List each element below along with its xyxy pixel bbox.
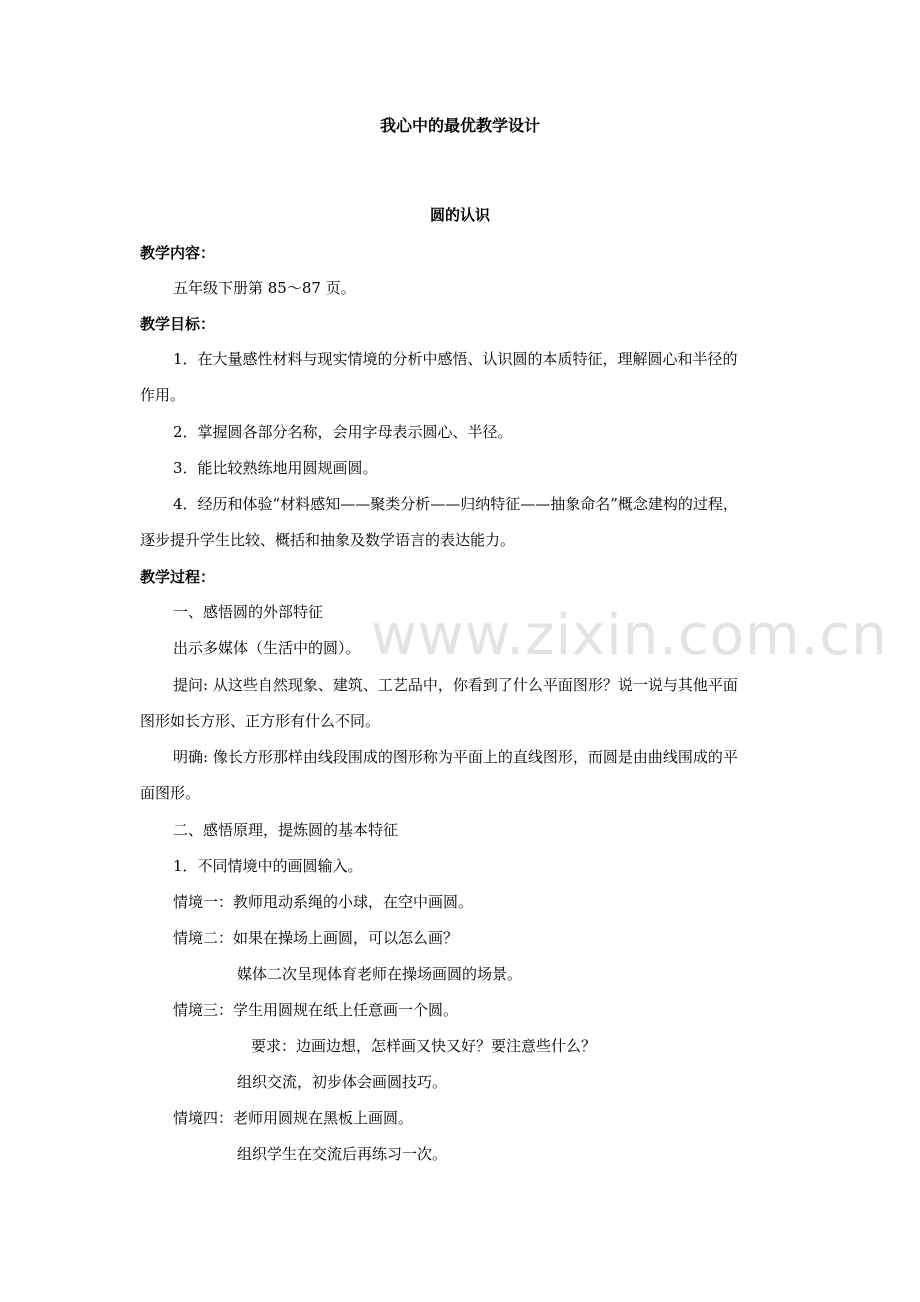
process-section-1: 一、感悟圆的外部特征 xyxy=(173,603,324,621)
process-scenario-3-exchange: 组织交流，初步体会画圆技巧。 xyxy=(237,1073,448,1091)
document-subtitle: 圆的认识 xyxy=(429,206,490,224)
process-clarify-line-2: 面图形。 xyxy=(140,784,201,802)
process-scenario-3: 情境三：学生用圆规在纸上任意画一个圆。 xyxy=(173,1001,459,1019)
heading-teaching-content: 教学内容： xyxy=(140,244,216,262)
process-scenario-1: 情境一：教师甩动系绳的小球，在空中画圆。 xyxy=(173,893,474,911)
objective-4-line-2: 逐步提升学生比较、概括和抽象及数学语言的表达能力。 xyxy=(140,531,516,549)
objective-4-line-1: 4．经历和体验“材料感知——聚类分析——归纳特征——抽象命名”概念建构的过程， xyxy=(173,495,738,513)
process-clarify-line-1: 明确: 像长方形那样由线段围成的图形称为平面上的直线图形，而圆是由曲线围成的平 xyxy=(173,748,738,766)
process-show-media: 出示多媒体（生活中的圆）。 xyxy=(173,639,361,657)
objective-1-line-1: 1．在大量感性材料与现实情境的分析中感悟、认识圆的本质特征，理解圆心和半径的 xyxy=(173,350,738,368)
process-question-line-1: 提问: 从这些自然现象、建筑、工艺品中，你看到了什么平面图形？说一说与其他平面 xyxy=(173,676,738,694)
document-title: 我心中的最优教学设计 xyxy=(379,116,540,135)
process-section-2: 二、感悟原理，提炼圆的基本特征 xyxy=(173,821,399,839)
objective-2: 2．掌握圆各部分名称，会用字母表示圆心、半径。 xyxy=(173,423,513,441)
process-scenario-4-practice: 组织学生在交流后再练习一次。 xyxy=(237,1145,448,1163)
content-text: 五年级下册第 85～87 页。 xyxy=(173,279,356,297)
process-scenario-3-requirement: 要求：边画边想，怎样画又快又好？要注意些什么？ xyxy=(251,1037,597,1055)
objective-1-line-2: 作用。 xyxy=(140,386,186,404)
objective-3: 3．能比较熟练地用圆规画圆。 xyxy=(173,459,378,477)
process-step-1: 1．不同情境中的画圆输入。 xyxy=(173,857,363,875)
process-scenario-2: 情境二：如果在操场上画圆，可以怎么画？ xyxy=(173,929,459,947)
process-question-line-2: 图形如长方形、正方形有什么不同。 xyxy=(140,712,381,730)
process-scenario-2-media: 媒体二次呈现体育老师在操场画圆的场景。 xyxy=(237,965,523,983)
heading-teaching-process: 教学过程： xyxy=(140,568,216,586)
process-scenario-4: 情境四：老师用圆规在黑板上画圆。 xyxy=(173,1109,414,1127)
watermark: www.zixin.com.cn xyxy=(371,603,888,668)
heading-teaching-objectives: 教学目标： xyxy=(140,315,216,333)
